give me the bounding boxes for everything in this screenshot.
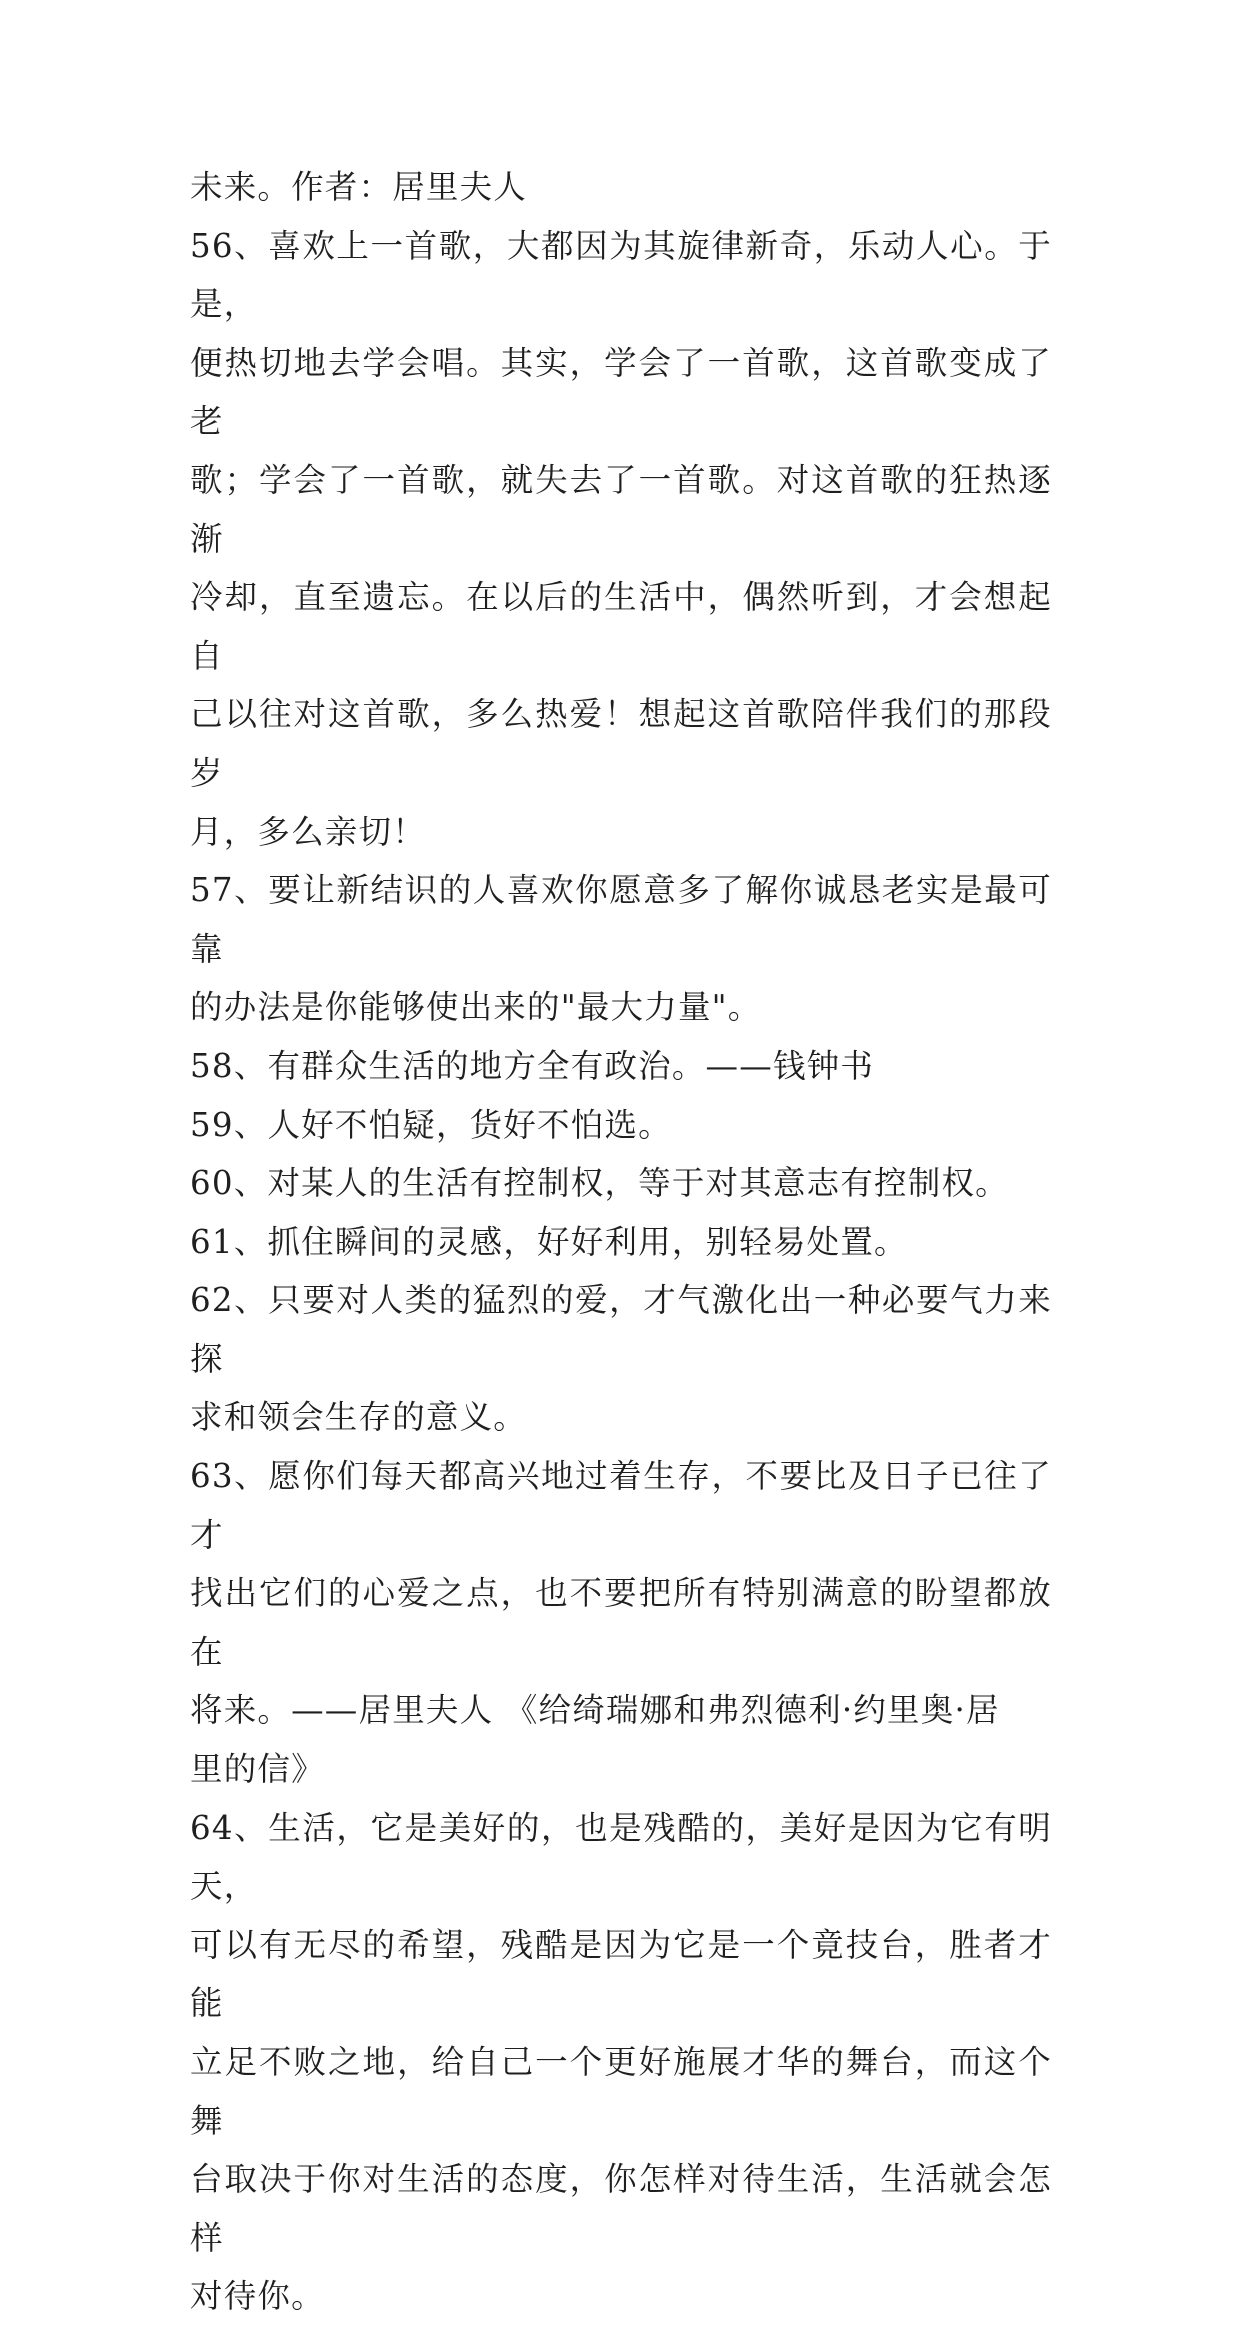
text-line: 59、人好不怕疑，货好不怕选。 xyxy=(190,1105,672,1144)
text-line: 的办法是你能够使出来的"最大力量"。 xyxy=(190,988,762,1027)
text-line: 62、只要对人类的猛烈的爱，才气激化出一种必要气力来探 xyxy=(190,1281,1052,1378)
text-line: 己以往对这首歌，多么热爱！想起这首歌陪伴我们的那段岁 xyxy=(190,695,1052,792)
text-line: 未来。作者：居里夫人 xyxy=(190,168,528,206)
text-line: 台取决于你对生活的态度，你怎样对待生活，生活就会怎样 xyxy=(190,2160,1052,2257)
text-line: 歌；学会了一首歌，就失去了一首歌。对这首歌的狂热逐渐 xyxy=(190,460,1052,558)
text-line: 57、要让新结识的人喜欢你愿意多了解你诚恳老实是最可靠 xyxy=(190,871,1052,968)
text-line: 56、喜欢上一首歌，大都因为其旋律新奇，乐动人心。于是， xyxy=(190,226,1052,324)
text-line: 可以有无尽的希望，残酷是因为它是一个竟技台，胜者才能 xyxy=(190,1925,1052,2023)
text-line: 60、对某人的生活有控制权，等于对其意志有控制权。 xyxy=(190,1164,1009,1203)
text-line: 58、有群众生活的地方全有政治。——钱钟书 xyxy=(190,1046,875,1085)
text-line: 63、愿你们每天都高兴地过着生存，不要比及日子已往了才 xyxy=(190,1457,1052,1554)
text-line: 月，多么亲切！ xyxy=(190,812,426,851)
text-line: 将来。——居里夫人 《给绮瑞娜和弗烈德利·约里奥·居 xyxy=(190,1691,1000,1730)
text-line: 61、抓住瞬间的灵感，好好利用，别轻易处置。 xyxy=(190,1222,908,1261)
text-line: 立足不败之地，给自己一个更好施展才华的舞台，而这个舞 xyxy=(190,2043,1052,2140)
text-line: 里的信》 xyxy=(190,1750,325,1789)
document-body xyxy=(190,158,1052,2326)
text-line: 找出它们的心爱之点，也不要把所有特别满意的盼望都放在 xyxy=(190,1574,1052,1671)
text-line: 64、生活，它是美好的，也是残酷的，美好是因为它有明天， xyxy=(190,1808,1052,1906)
text-line: 求和领会生存的意义。 xyxy=(190,1398,528,1437)
text-line: 便热切地去学会唱。其实，学会了一首歌，这首歌变成了老 xyxy=(190,343,1052,441)
text-line: 对待你。 xyxy=(190,2277,325,2316)
text-line: 冷却，直至遗忘。在以后的生活中，偶然听到，才会想起自 xyxy=(190,578,1052,675)
